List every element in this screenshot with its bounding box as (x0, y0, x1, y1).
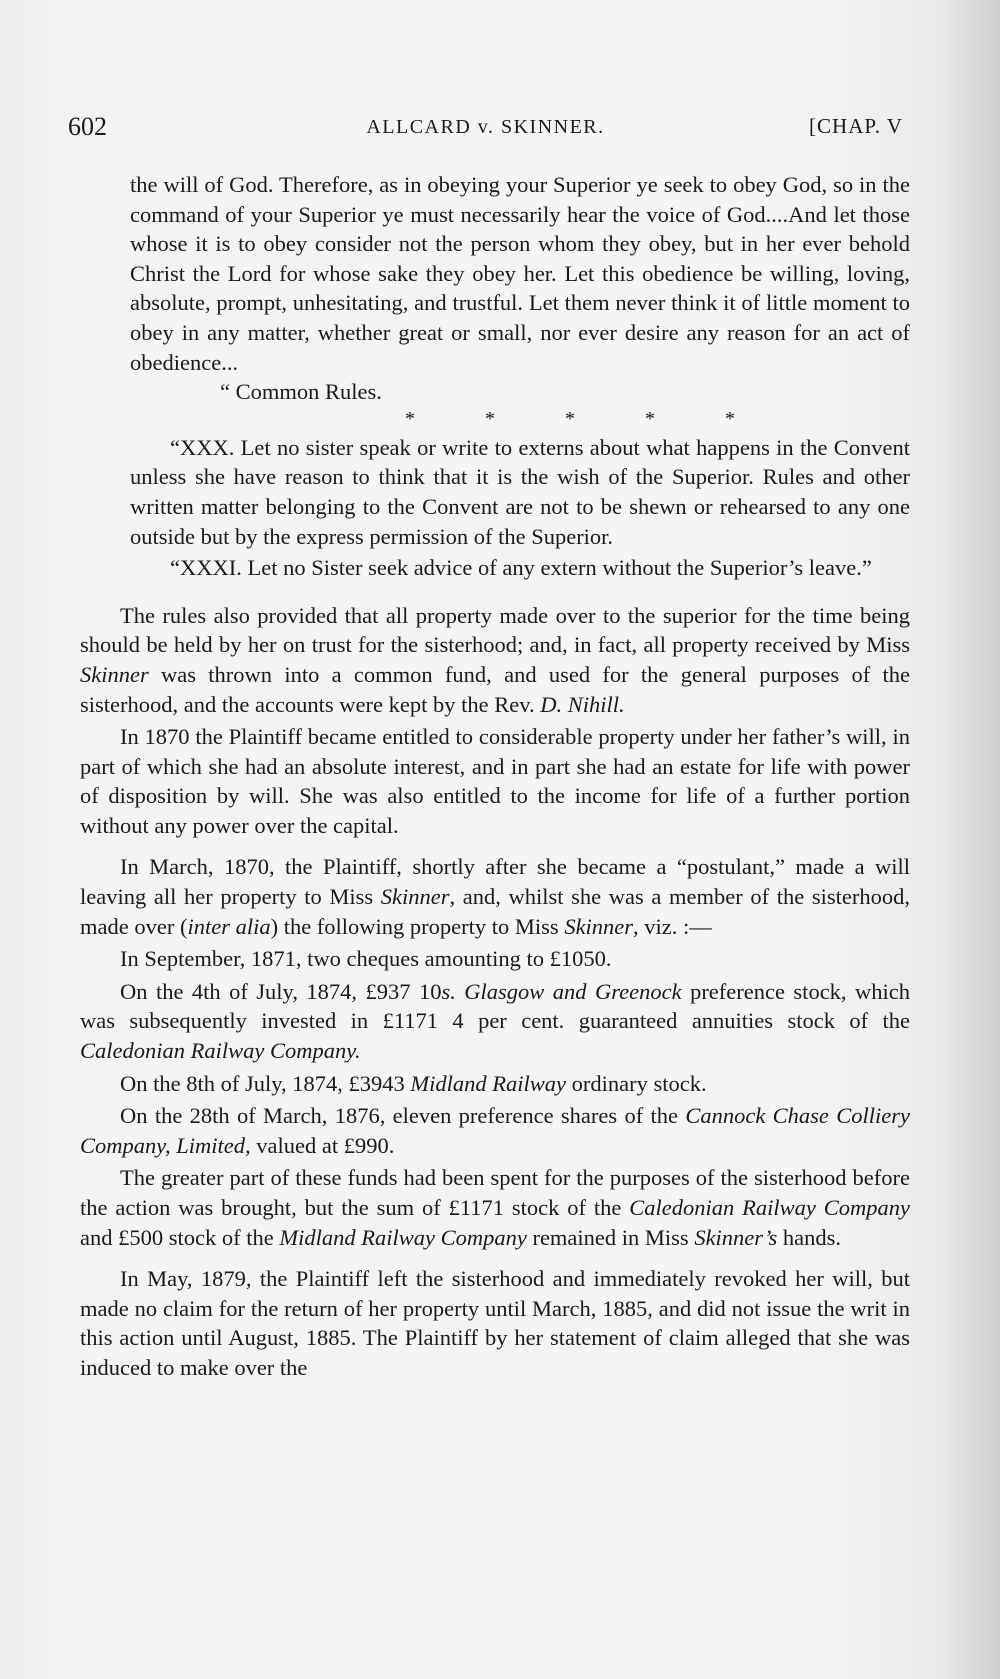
star: * (405, 407, 415, 430)
ellipsis-stars (130, 407, 910, 431)
paragraph-july-4-1874: On the 4th of July, 1874, £937 10s. Glasgow and Greenock preference stock, which was subsequently invested in £1171 4 per cent. guaranteed annuities stock of the Caledonian Railway Company. (80, 978, 910, 1064)
page-header (68, 112, 903, 152)
paragraph-march-1876: On the 28th of March, 1876, eleven preference shares of the Cannock Chase Colliery Company, Limited, valued at £990. (80, 1103, 910, 1158)
paragraph-may-1879: In May, 1879, the Plaintiff left the sisterhood and immediately revoked her will, but made no claim for the return of her property until March, 1885, and did not issue the writ in this action until August, 1885. The Plaintiff by her statement of claim alleged that she was induced to make over the (80, 1266, 910, 1380)
paragraph-march-1870-will: In March, 1870, the Plaintiff, shortly after she became a “postulant,” made a will leaving all her property to Miss Skinner, and, whilst she was a member of the sisterhood, made over (inter alia) the following property to Miss Skinner, viz. :— (80, 854, 910, 939)
star: * (725, 407, 735, 430)
star: * (645, 407, 655, 430)
quote-paragraph-obedience: the will of God. Therefore, as in obeying your Superior ye seek to obey God, so in the command of your Superior ye must necessarily hear the voice of God....And let those whose it is to obey consider not the person whom they obey, but in her ever behold Christ the Lord for whose sake they obey her. Let this obedience be willing, loving, absolute, prompt, unhesitating, and trustful. Let them never think it of little moment to obey in any matter, whether great or small, nor ever desire any reason for an act of obedience... (130, 172, 910, 375)
paragraph-funds-spent: The greater part of these funds had been spent for the purposes of the sisterhood before the action was brought, but the sum of £1171 stock of the Caledonian Railway Company and £500 stock of the Midland Railway Company remained in Miss Skinner’s hands. (80, 1165, 911, 1250)
paragraph-july-8-1874: On the 8th of July, 1874, £3943 Midland Railway ordinary stock. (120, 1070, 707, 1096)
paragraph-1870-entitled: In 1870 the Plaintiff became entitled to considerable property under her father’s will, in part of which she had an absolute interest, and in part she had an estate for life with power of disposition by will. She was also entitled to the income for life of a further portion without any power over the capital. (80, 724, 910, 838)
star: * (565, 407, 575, 430)
page-content (80, 170, 910, 1383)
paragraph-rules-property: The rules also provided that all property made over to the superior for the time being should be held by her on trust for the sisterhood; and, in fact, all property received by Miss Skinner was thrown into a common fund, and used for the general purposes of the sisterhood, and the accounts were kept by the Rev. D. Nihill. (80, 602, 910, 717)
page-number: 602 (68, 112, 107, 141)
quote-rule-xxx: “XXX. Let no sister speak or write to externs about what happens in the Convent unless she have reason to think that it is the wish of the Superior. Rules and other written matter belonging to the Convent are not to be shewn or rehearsed to any one outside but by the express permission of the Superior. (130, 434, 910, 549)
paragraph-sept-1871: In September, 1871, two cheques amounting to £1050. (120, 946, 612, 972)
quote-rule-xxxi: “XXXI. Let no Sister seek advice of any extern without the Superior’s leave.” (170, 555, 872, 581)
star: * (485, 407, 495, 430)
running-title: ALLCARD v. SKINNER. (366, 116, 605, 138)
common-rules-heading: “ Common Rules. (220, 379, 382, 405)
chapter-label: [CHAP. V (809, 114, 903, 138)
body-text (80, 601, 910, 1383)
quoted-rules (80, 170, 910, 583)
